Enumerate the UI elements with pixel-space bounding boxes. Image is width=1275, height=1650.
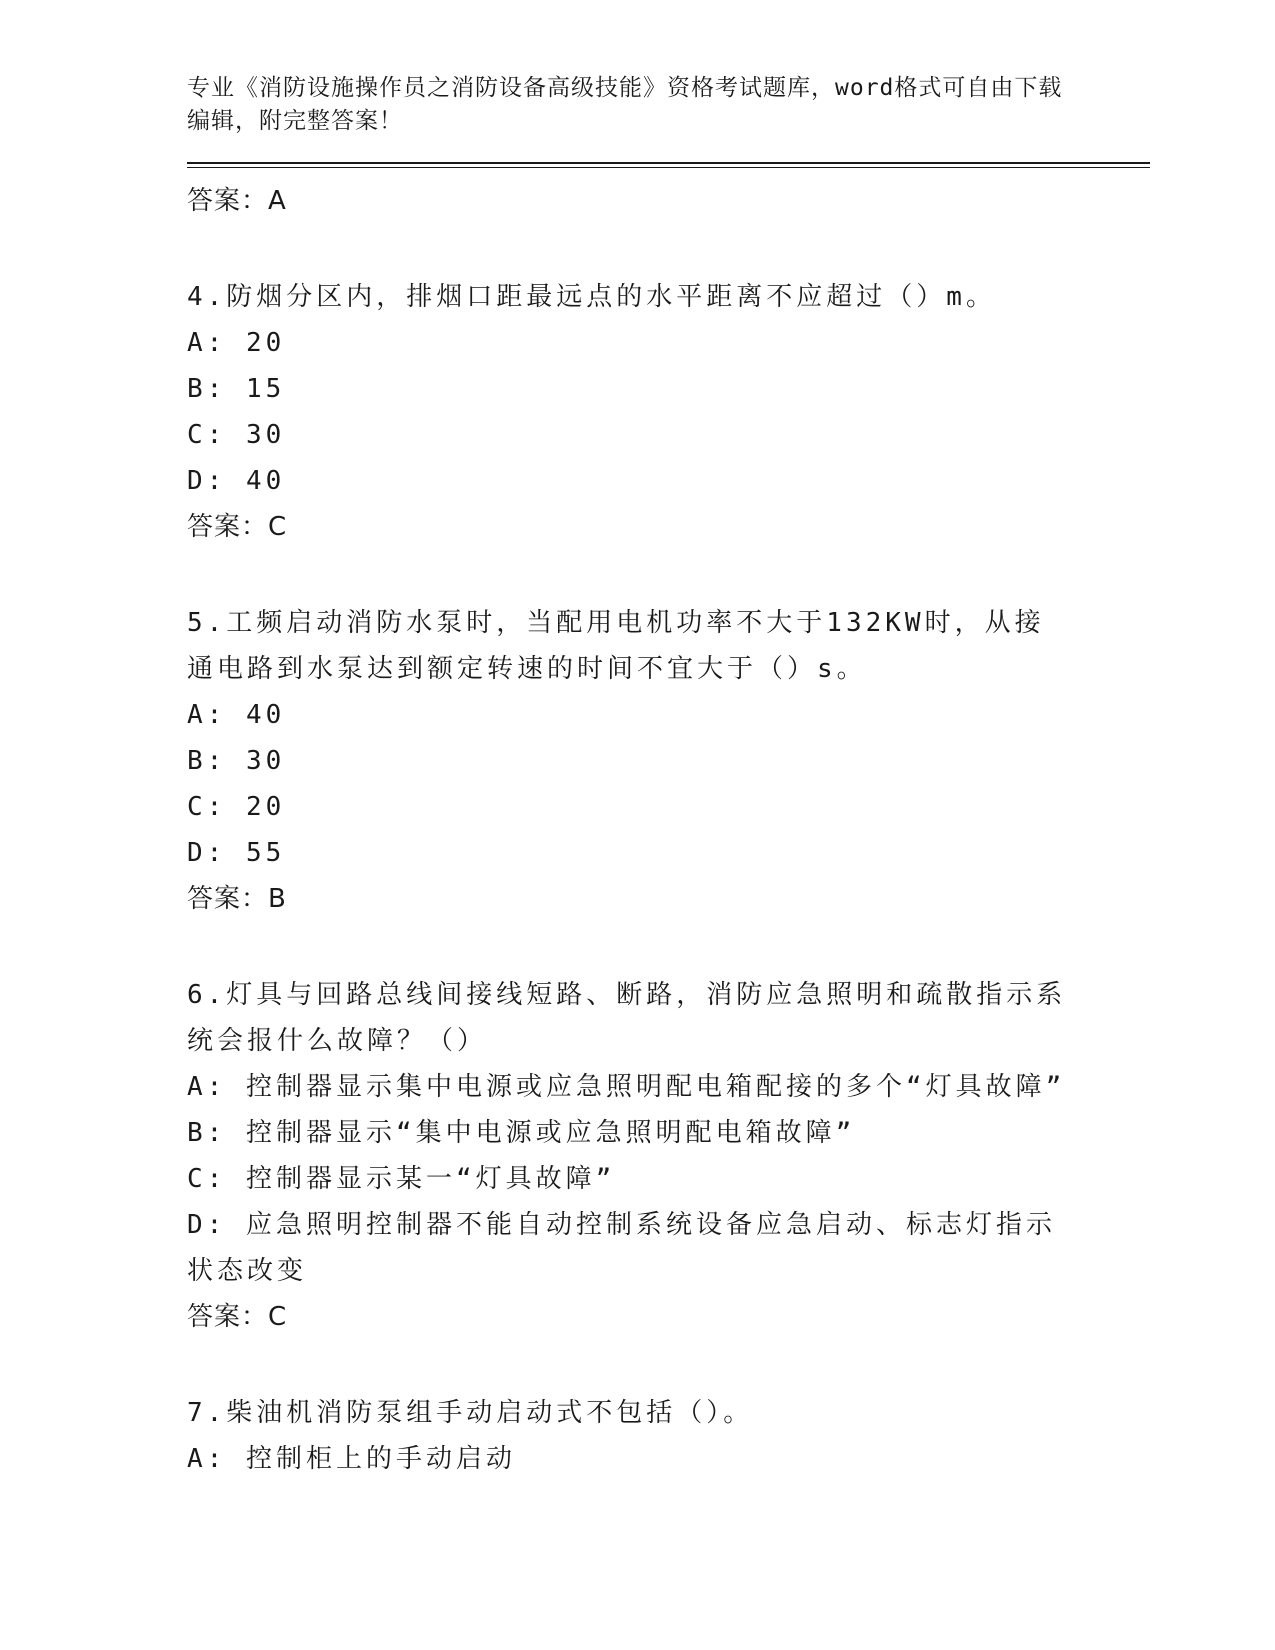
question-stem: 6.灯具与回路总线间接线短路、断路，消防应急照明和疏散指示系统会报什么故障？（） — [187, 980, 1067, 1056]
option-c: C: 控制器显示某一“灯具故障” — [187, 1164, 616, 1194]
option-a: A: 控制柜上的手动启动 — [187, 1444, 516, 1474]
document-page — [187, 0, 1147, 1482]
answer-line: 答案：C — [187, 1302, 288, 1332]
option-a: A: 控制器显示集中电源或应急照明配电箱配接的多个“灯具故障” — [187, 1072, 1066, 1102]
header-divider — [187, 162, 1150, 168]
question-6 — [187, 972, 1147, 1340]
answer-line: 答案：C — [187, 512, 288, 542]
option-c: C: 30 — [187, 420, 286, 450]
option-d: D: 40 — [187, 466, 286, 496]
option-a: A: 40 — [187, 700, 286, 730]
option-b: B: 30 — [187, 746, 286, 776]
option-d: D: 55 — [187, 838, 286, 868]
answer-line: 答案：A — [187, 186, 287, 216]
option-b: B: 15 — [187, 374, 286, 404]
question-stem: 7.柴油机消防泵组手动启动式不包括（）。 — [187, 1398, 754, 1428]
option-b: B: 控制器显示“集中电源或应急照明配电箱故障” — [187, 1118, 856, 1148]
answer-line: 答案：B — [187, 884, 287, 914]
question-stem: 4.防烟分区内，排烟口距最远点的水平距离不应超过（）m。 — [187, 282, 996, 312]
question-4 — [187, 274, 1147, 550]
option-c: C: 20 — [187, 792, 286, 822]
question-stem: 5.工频启动消防水泵时，当配用电机功率不大于132KW时，从接通电路到水泵达到额定转速的时间不宜大于（）s。 — [187, 608, 1045, 684]
option-d: D: 应急照明控制器不能自动控制系统设备应急启动、标志灯指示状态改变 — [187, 1210, 1056, 1286]
question-7 — [187, 1390, 1147, 1482]
document-header: 专业《消防设施操作员之消防设备高级技能》资格考试题库，word格式可自由下载编辑，附完整答案！ — [187, 75, 1063, 134]
question-5 — [187, 600, 1147, 922]
option-a: A: 20 — [187, 328, 286, 358]
